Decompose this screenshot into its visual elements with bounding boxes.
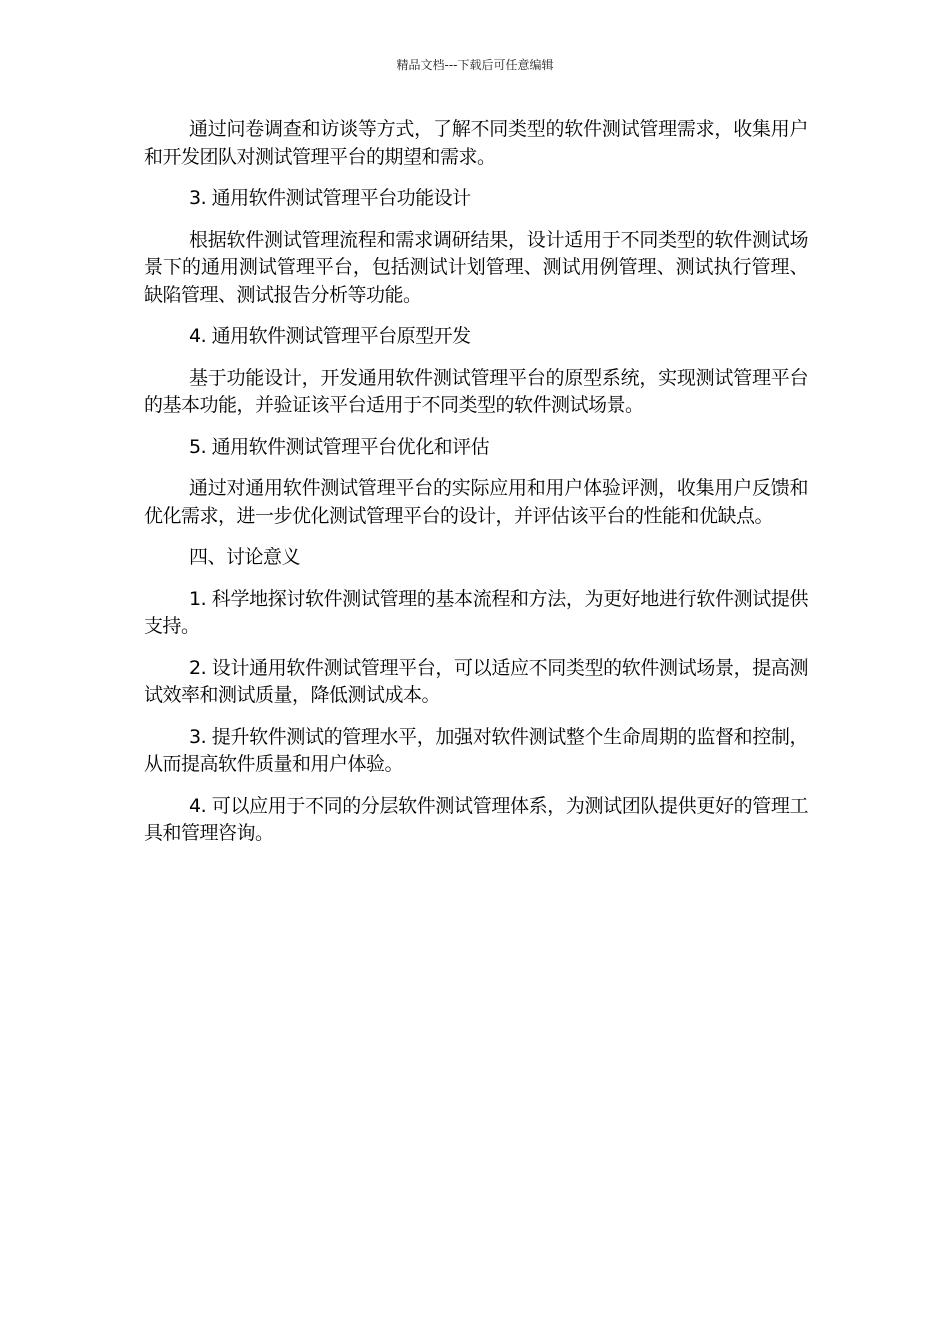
paragraph-significance-1: 1. 科学地探讨软件测试管理的基本流程和方法，为更好地进行软件测试提供支持。 [144,587,808,637]
section-heading-optimization: 5. 通用软件测试管理平台优化和评估 [189,435,490,458]
page-header: 精品文档---下载后可任意编辑 [396,58,554,72]
paragraph-prototype: 基于功能设计，开发通用软件测试管理平台的原型系统，实现测试管理平台的基本功能，并验证该平台适用于不同类型的软件测试场景。 [144,366,808,416]
paragraph-significance-3: 3. 提升软件测试的管理水平，加强对软件测试整个生命周期的监督和控制，从而提高软件质量和用户体验。 [144,725,808,775]
paragraph-optimization: 通过对通用软件测试管理平台的实际应用和用户体验评测，收集用户反馈和优化需求，进一步优化测试管理平台的设计，并评估该平台的性能和优缺点。 [144,477,808,527]
paragraph-function-design: 根据软件测试管理流程和需求调研结果，设计适用于不同类型的软件测试场景下的通用测试管理平台，包括测试计划管理、测试用例管理、测试执行管理、缺陷管理、测试报告分析等功能。 [144,228,808,306]
section-heading-significance: 四、讨论意义 [189,546,301,568]
paragraph-significance-4: 4. 可以应用于不同的分层软件测试管理体系，为测试团队提供更好的管理工具和管理咨询。 [144,794,808,844]
paragraph-significance-2: 2. 设计通用软件测试管理平台，可以适应不同类型的软件测试场景，提高测试效率和测试质量，降低测试成本。 [144,656,808,706]
section-heading-prototype: 4. 通用软件测试管理平台原型开发 [189,325,471,347]
section-heading-function-design: 3. 通用软件测试管理平台功能设计 [189,187,471,209]
document-body [144,116,808,862]
paragraph-survey: 通过问卷调查和访谈等方式，了解不同类型的软件测试管理需求，收集用户和开发团队对测试管理平台的期望和需求。 [144,118,808,168]
